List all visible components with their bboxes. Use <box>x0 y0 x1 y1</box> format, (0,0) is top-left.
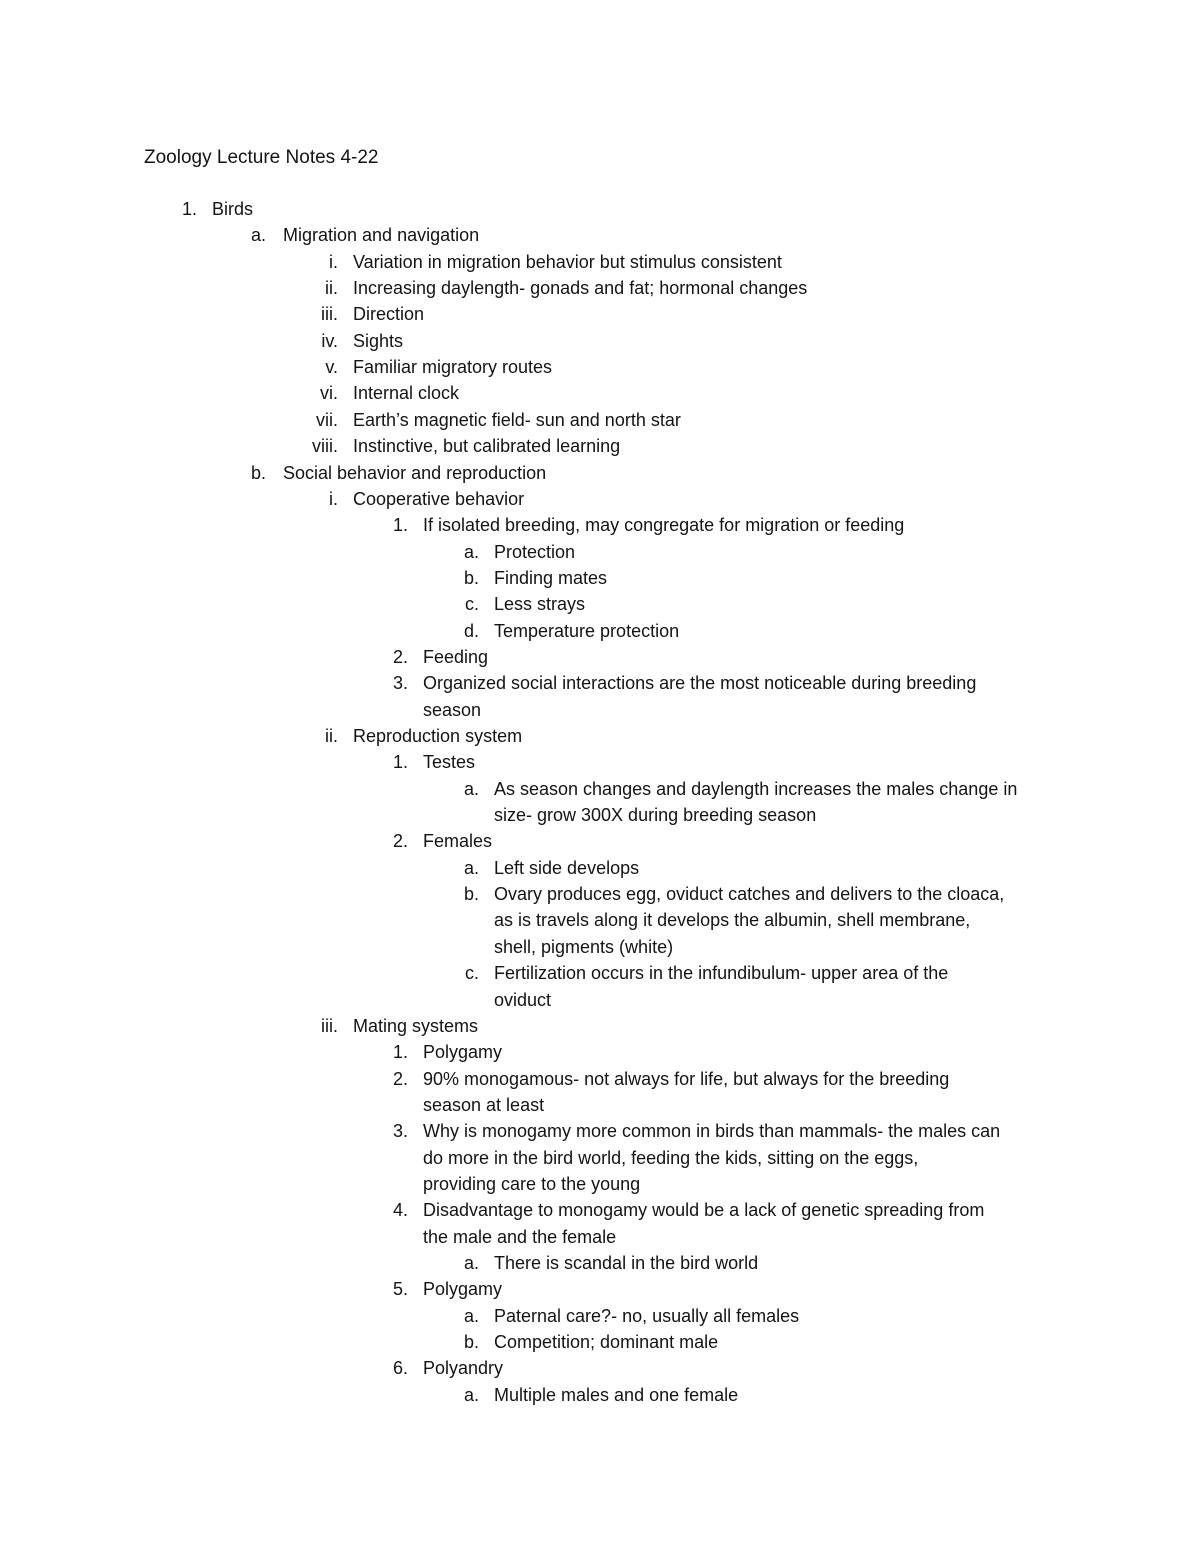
outline-item <box>0 749 1200 775</box>
outline-item <box>0 987 1200 1013</box>
outline-text: Why is monogamy more common in birds than mammals- the males can <box>423 1121 1001 1141</box>
outline-item <box>0 907 1200 933</box>
outline-text: Disadvantage to monogamy would be a lack of genetic spreading from <box>423 1200 985 1220</box>
document-title: Zoology Lecture Notes 4-22 <box>144 147 379 168</box>
outline-text: Earth’s magnetic field- sun and north star <box>353 410 681 430</box>
outline-item <box>0 723 1200 749</box>
outline-marker: ii. <box>325 278 338 298</box>
outline-marker: b. <box>250 463 266 483</box>
outline-text: shell, pigments (white) <box>494 937 674 957</box>
outline-item <box>0 433 1200 459</box>
outline-item <box>0 249 1200 275</box>
outline-marker: ii. <box>325 726 338 746</box>
outline-text: Familiar migratory routes <box>353 357 553 377</box>
outline-item <box>0 591 1200 617</box>
outline-text: Direction <box>353 304 425 324</box>
outline-item <box>0 776 1200 802</box>
outline-text: size- grow 300X during breeding season <box>494 805 817 825</box>
outline-marker: 4. <box>392 1200 408 1220</box>
outline-marker: a. <box>463 1253 479 1273</box>
outline-item <box>0 1355 1200 1381</box>
outline-marker: 2. <box>392 1069 408 1089</box>
outline-marker: 1. <box>181 199 197 219</box>
outline-item <box>0 1382 1200 1408</box>
outline-item <box>0 1013 1200 1039</box>
outline-text: There is scandal in the bird world <box>494 1253 759 1273</box>
outline-marker: 3. <box>392 673 408 693</box>
outline-text: Multiple males and one female <box>494 1385 739 1405</box>
outline-marker: a. <box>463 1385 479 1405</box>
outline-text: Feeding <box>423 647 489 667</box>
outline-marker: a. <box>250 225 266 245</box>
outline-marker: vi. <box>320 383 338 403</box>
outline-marker: b. <box>463 568 479 588</box>
outline-marker: vii. <box>316 410 338 430</box>
outline-text: Organized social interactions are the most noticeable during breeding <box>423 673 977 693</box>
outline-text: Social behavior and reproduction <box>283 463 547 483</box>
outline-item <box>0 1066 1200 1092</box>
outline-item <box>0 539 1200 565</box>
outline-item <box>0 1329 1200 1355</box>
outline-item <box>0 222 1200 248</box>
outline-text: Fertilization occurs in the infundibulum- upper area of the <box>494 963 949 983</box>
outline-item <box>0 1224 1200 1250</box>
outline-text: Polyandry <box>423 1358 504 1378</box>
outline-text: Internal clock <box>353 383 460 403</box>
outline-text: oviduct <box>494 990 552 1010</box>
outline-item <box>0 670 1200 696</box>
outline-marker: 6. <box>392 1358 408 1378</box>
outline-item <box>0 380 1200 406</box>
outline-marker: c. <box>464 594 479 614</box>
outline-text: Protection <box>494 542 576 562</box>
outline-marker: v. <box>325 357 338 377</box>
outline-marker: iii. <box>321 1016 338 1036</box>
outline-marker: viii. <box>312 436 338 456</box>
outline-item <box>0 1145 1200 1171</box>
outline-marker: d. <box>463 621 479 641</box>
outline-item <box>0 828 1200 854</box>
outline-item <box>0 565 1200 591</box>
outline-text: Testes <box>423 752 476 772</box>
outline-text: Polygamy <box>423 1279 503 1299</box>
outline-text: Left side develops <box>494 858 640 878</box>
outline-text: Sights <box>353 331 404 351</box>
outline-text: Less strays <box>494 594 586 614</box>
outline-text: Females <box>423 831 493 851</box>
outline-text: Ovary produces egg, oviduct catches and delivers to the cloaca, <box>494 884 1005 904</box>
outline-text: Cooperative behavior <box>353 489 525 509</box>
outline-text: do more in the bird world, feeding the kids, sitting on the eggs, <box>423 1148 919 1168</box>
outline-item <box>0 1303 1200 1329</box>
outline-text: the male and the female <box>423 1227 617 1247</box>
outline-text: Reproduction system <box>353 726 523 746</box>
outline-item <box>0 855 1200 881</box>
outline-text: Finding mates <box>494 568 608 588</box>
outline-text: 90% monogamous- not always for life, but always for the breeding <box>423 1069 950 1089</box>
outline-item <box>0 881 1200 907</box>
outline-item <box>0 1039 1200 1065</box>
outline-item <box>0 328 1200 354</box>
outline-marker: 3. <box>392 1121 408 1141</box>
outline-marker: 1. <box>392 752 408 772</box>
outline-marker: a. <box>463 1306 479 1326</box>
outline-text: Paternal care?- no, usually all females <box>494 1306 800 1326</box>
outline-marker: c. <box>464 963 479 983</box>
outline-item <box>0 644 1200 670</box>
outline-item <box>0 196 1200 222</box>
outline-text: Temperature protection <box>494 621 680 641</box>
outline-marker: a. <box>463 858 479 878</box>
outline-item <box>0 407 1200 433</box>
outline-item <box>0 934 1200 960</box>
outline-marker: 1. <box>392 1042 408 1062</box>
outline-item <box>0 460 1200 486</box>
outline-text: If isolated breeding, may congregate for migration or feeding <box>423 515 905 535</box>
outline-item <box>0 1197 1200 1223</box>
outline-text: Increasing daylength- gonads and fat; hormonal changes <box>353 278 808 298</box>
outline-item <box>0 354 1200 380</box>
outline-marker: 5. <box>392 1279 408 1299</box>
outline-text: Competition; dominant male <box>494 1332 719 1352</box>
outline-marker: b. <box>463 1332 479 1352</box>
outline-marker: a. <box>463 542 479 562</box>
outline-marker: iii. <box>321 304 338 324</box>
outline-item <box>0 618 1200 644</box>
outline-item <box>0 1092 1200 1118</box>
outline-marker: i. <box>329 252 338 272</box>
outline-item <box>0 802 1200 828</box>
outline-item <box>0 1118 1200 1144</box>
outline-text: Migration and navigation <box>283 225 480 245</box>
outline-text: season at least <box>423 1095 545 1115</box>
outline-marker: 2. <box>392 647 408 667</box>
outline-text: as is travels along it develops the albumin, shell membrane, <box>494 910 971 930</box>
outline-item <box>0 697 1200 723</box>
outline-marker: b. <box>463 884 479 904</box>
outline-text: Polygamy <box>423 1042 503 1062</box>
outline-text: Mating systems <box>353 1016 479 1036</box>
outline-marker: a. <box>463 779 479 799</box>
outline-item <box>0 512 1200 538</box>
outline-text: Birds <box>212 199 254 219</box>
outline-item <box>0 1250 1200 1276</box>
outline-item <box>0 486 1200 512</box>
outline-text: providing care to the young <box>423 1174 641 1194</box>
outline-marker: 1. <box>392 515 408 535</box>
outline-item <box>0 301 1200 327</box>
outline-text: Variation in migration behavior but stimulus consistent <box>353 252 782 272</box>
outline-text: season <box>423 700 482 720</box>
outline-marker: i. <box>329 489 338 509</box>
outline-text: Instinctive, but calibrated learning <box>353 436 621 456</box>
outline-text: As season changes and daylength increases the males change in <box>494 779 1018 799</box>
outline-item <box>0 275 1200 301</box>
outline-item <box>0 960 1200 986</box>
outline-item <box>0 1171 1200 1197</box>
outline-marker: iv. <box>321 331 338 351</box>
outline-item <box>0 1276 1200 1302</box>
outline-marker: 2. <box>392 831 408 851</box>
